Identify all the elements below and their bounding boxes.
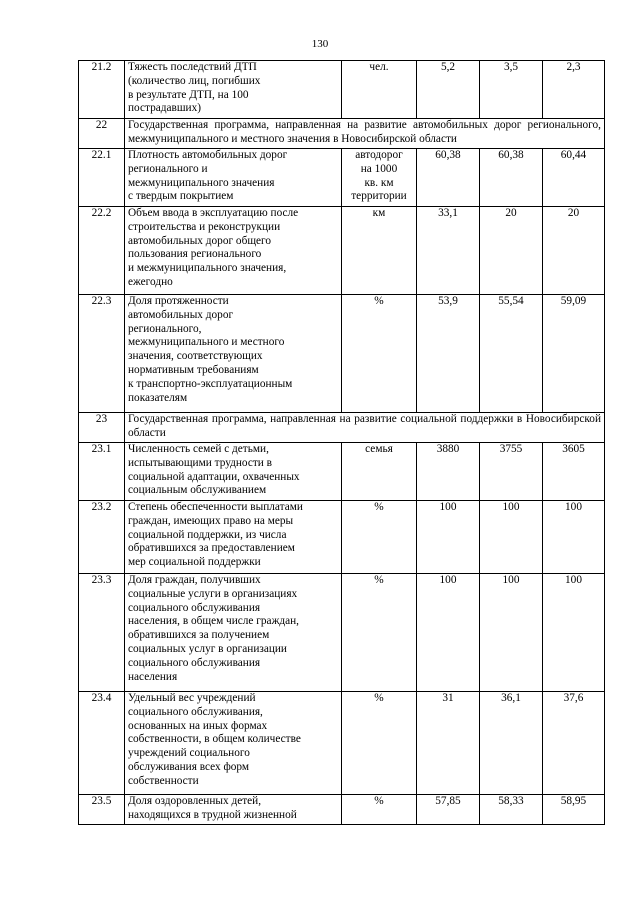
table-row	[79, 501, 605, 574]
indicator-name-line: населения, в общем числе граждан,	[128, 615, 300, 628]
indicator-name	[125, 443, 342, 501]
indicator-value: 3605	[543, 443, 605, 501]
row-number: 23.2	[79, 501, 125, 574]
indicator-name-line: Доля оздоровленных детей,	[128, 795, 262, 807]
indicator-name-line: с твердым покрытием	[128, 190, 234, 203]
unit-line: чел.	[369, 61, 389, 73]
indicator-name-line: Степень обеспеченности выплатами	[128, 501, 303, 513]
indicator-value: 5,2	[417, 61, 480, 119]
unit-of-measure	[342, 795, 417, 825]
row-number: 22.2	[79, 207, 125, 295]
indicator-name-line: Плотность автомобильных дорог	[128, 149, 288, 161]
indicator-name-line: социальных услуг в организации	[128, 642, 287, 655]
indicator-name-line: межмуниципального значения	[128, 176, 275, 189]
indicator-name-line: граждан, имеющих право на меры	[128, 514, 294, 527]
page-number: 130	[311, 38, 329, 50]
unit-line: на 1000	[360, 162, 398, 175]
indicator-name-line: пользования регионального	[128, 248, 262, 261]
indicator-name-line: социальным обслуживанием	[128, 484, 267, 497]
indicator-value: 58,95	[543, 795, 605, 825]
row-number: 22.3	[79, 295, 125, 413]
indicator-name-line: регионального и	[128, 162, 208, 175]
indicator-value: 20	[480, 207, 543, 295]
indicator-value: 59,09	[543, 295, 605, 413]
program-row	[79, 119, 605, 149]
indicator-name	[125, 61, 342, 119]
row-number: 23.3	[79, 574, 125, 692]
row-number: 23.1	[79, 443, 125, 501]
indicator-value: 36,1	[480, 692, 543, 795]
indicator-value: 33,1	[417, 207, 480, 295]
indicator-name-line: Доля протяженности	[128, 295, 229, 307]
indicator-name-line: и межмуниципального значения,	[128, 262, 287, 275]
indicator-name-line: ежегодно	[128, 275, 173, 288]
row-number: 22.1	[79, 149, 125, 207]
indicator-value: 55,54	[480, 295, 543, 413]
table-row	[79, 795, 605, 825]
table-row	[79, 692, 605, 795]
indicator-name-line: Численность семей с детьми,	[128, 443, 269, 455]
indicator-name-line: пострадавших)	[128, 102, 201, 115]
indicator-value: 3755	[480, 443, 543, 501]
indicator-name-line: социального обслуживания,	[128, 705, 263, 718]
table-row	[79, 207, 605, 295]
indicator-name-line: автомобильных дорог	[128, 308, 234, 321]
unit-of-measure	[342, 295, 417, 413]
indicator-name	[125, 574, 342, 692]
indicator-name-line: находящихся в трудной жизненной	[128, 808, 297, 821]
row-number: 23.5	[79, 795, 125, 825]
indicator-value: 31	[417, 692, 480, 795]
indicator-value: 100	[543, 574, 605, 692]
indicator-value: 3880	[417, 443, 480, 501]
program-row	[79, 413, 605, 443]
indicator-value: 2,3	[543, 61, 605, 119]
unit-of-measure	[342, 149, 417, 207]
indicator-name-line: к транспортно-эксплуатационным	[128, 377, 293, 390]
indicator-name-line: обратившихся за получением	[128, 629, 270, 642]
indicator-value: 60,38	[480, 149, 543, 207]
indicator-name-line: показателям	[128, 391, 188, 404]
indicator-name-line: межмуниципального и местного	[128, 336, 285, 349]
table-row	[79, 295, 605, 413]
row-number: 21.2	[79, 61, 125, 119]
program-title: Государственная программа, направленная на развитие автомобильных дорог регионального, межмуниципального и местного значения в Новосибирской области	[125, 119, 605, 149]
indicator-value: 100	[480, 574, 543, 692]
indicator-name-line: нормативным требованиям	[128, 363, 259, 376]
indicator-name-line: социальной поддержки, из числа	[128, 528, 287, 541]
indicator-value: 57,85	[417, 795, 480, 825]
indicator-name	[125, 207, 342, 295]
indicator-value: 3,5	[480, 61, 543, 119]
indicator-name-line: Объем ввода в эксплуатацию после	[128, 207, 299, 219]
indicator-value: 58,33	[480, 795, 543, 825]
indicator-value: 100	[417, 574, 480, 692]
indicator-name	[125, 295, 342, 413]
indicator-name-line: строительства и реконструкции	[128, 220, 281, 233]
indicator-name-line: (количество лиц, погибших	[128, 74, 261, 87]
indicator-name	[125, 795, 342, 825]
indicator-name-line: Доля граждан, получивших	[128, 574, 261, 586]
indicator-value: 20	[543, 207, 605, 295]
unit-line: %	[374, 574, 384, 586]
indicator-value: 100	[480, 501, 543, 574]
table-row	[79, 574, 605, 692]
row-number: 23	[79, 413, 125, 443]
indicator-value: 100	[543, 501, 605, 574]
unit-of-measure	[342, 207, 417, 295]
indicator-value: 100	[417, 501, 480, 574]
indicator-name-line: социальные услуги в организациях	[128, 587, 298, 600]
unit-line: автодорог	[355, 149, 403, 161]
unit-of-measure	[342, 692, 417, 795]
table-row	[79, 443, 605, 501]
unit-line: %	[374, 795, 384, 807]
indicator-name-line: Тяжесть последствий ДТП	[128, 61, 257, 73]
row-number: 23.4	[79, 692, 125, 795]
row-number: 22	[79, 119, 125, 149]
unit-line: кв. км	[364, 176, 394, 189]
indicator-name-line: испытывающими трудности в	[128, 456, 273, 469]
indicator-value: 37,6	[543, 692, 605, 795]
table-row	[79, 61, 605, 119]
unit-of-measure	[342, 61, 417, 119]
indicator-name-line: социального обслуживания	[128, 601, 261, 614]
indicator-name-line: мер социальной поддержки	[128, 556, 261, 569]
unit-of-measure	[342, 574, 417, 692]
indicator-name-line: Удельный вес учреждений	[128, 692, 256, 704]
indicator-name-line: населения	[128, 670, 178, 683]
indicator-name-line: собственности, в общем количестве	[128, 733, 301, 746]
indicator-value: 60,38	[417, 149, 480, 207]
indicator-name-line: автомобильных дорог общего	[128, 234, 272, 247]
indicators-table	[78, 60, 605, 825]
indicator-value: 53,9	[417, 295, 480, 413]
unit-line: км	[372, 207, 386, 219]
indicator-name-line: собственности	[128, 774, 199, 787]
indicator-name-line: обслуживания всех форм	[128, 760, 250, 773]
indicator-name-line: социального обслуживания	[128, 656, 261, 669]
indicator-name	[125, 149, 342, 207]
indicator-name-line: значения, соответствующих	[128, 350, 263, 363]
unit-line: %	[374, 295, 384, 307]
table-row	[79, 149, 605, 207]
indicator-name	[125, 501, 342, 574]
unit-line: %	[374, 501, 384, 513]
unit-of-measure	[342, 501, 417, 574]
indicator-name-line: в результате ДТП, на 100	[128, 88, 249, 101]
indicator-name-line: обратившихся за предоставлением	[128, 542, 295, 555]
unit-of-measure	[342, 443, 417, 501]
indicator-name	[125, 692, 342, 795]
unit-line: %	[374, 692, 384, 704]
program-title: Государственная программа, направленная на развитие социальной поддержки в Новосибирской области	[125, 413, 605, 443]
indicator-name-line: регионального,	[128, 322, 202, 335]
indicator-value: 60,44	[543, 149, 605, 207]
unit-line: семья	[365, 443, 393, 455]
indicator-name-line: основанных на иных формах	[128, 719, 268, 732]
indicator-name-line: социальной адаптации, охваченных	[128, 470, 300, 483]
unit-line: территории	[351, 190, 407, 203]
indicator-name-line: учреждений социального	[128, 747, 250, 760]
